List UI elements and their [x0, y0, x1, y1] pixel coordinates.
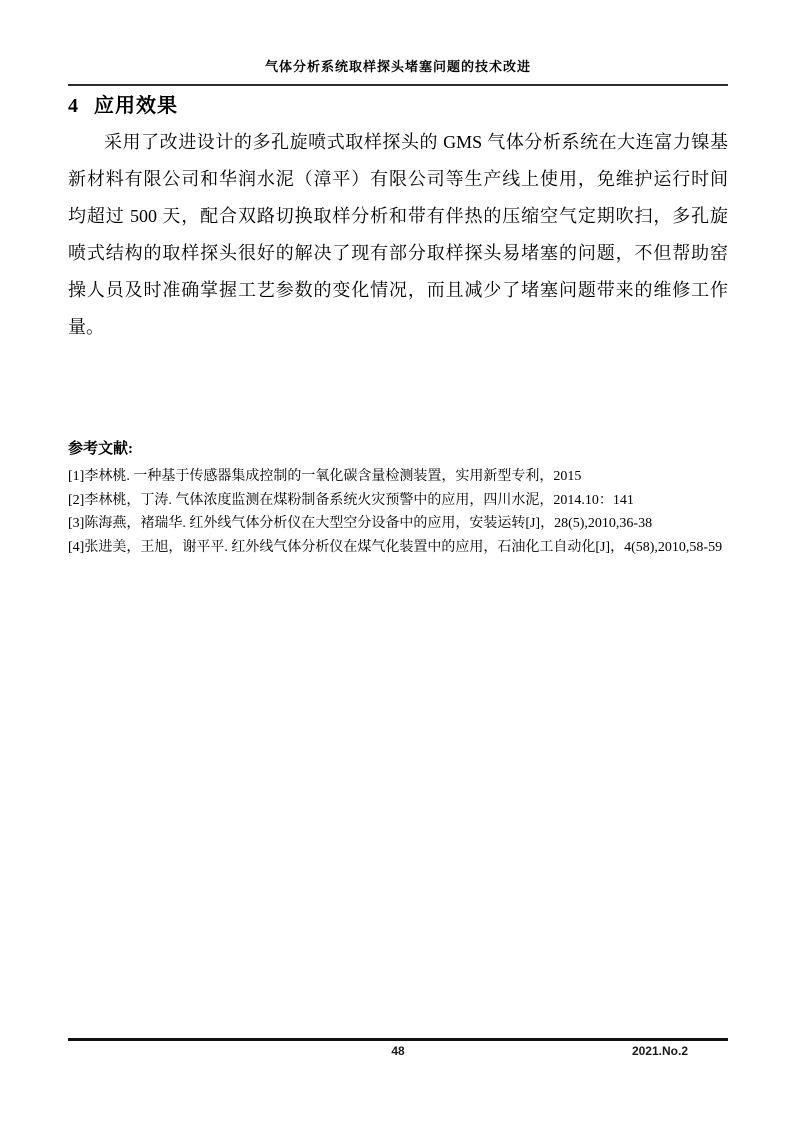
footer-issue-label: 2021.No.2: [631, 1044, 688, 1058]
body-line: 喷式结构的取样探头很好的解决了现有部分取样探头易堵塞的问题，不但帮助窑: [68, 243, 728, 263]
references-section: [68, 437, 728, 559]
reference-item: [4]张进美，王旭，谢平平. 红外线气体分析仪在煤气化装置中的应用，石油化工自动化[J]，4(58),2010,58-59: [68, 539, 723, 555]
body-line: 操人员及时准确掌握工艺参数的变化情况，而且减少了堵塞问题带来的维修工作: [68, 280, 728, 300]
section-title: 应用效果: [94, 95, 178, 117]
body-line: 均超过 500 天，配合双路切换取样分析和带有伴热的压缩空气定期吹扫，多孔旋: [68, 206, 728, 226]
body-line: 新材料有限公司和华润水泥（漳平）有限公司等生产线上使用，免维护运行时间: [68, 169, 728, 189]
footer-page-number: 48: [391, 1044, 405, 1058]
body-paragraph: [68, 124, 728, 346]
references-heading: 参考文献:: [68, 441, 133, 457]
body-line: 采用了改进设计的多孔旋喷式取样探头的 GMS 气体分析系统在大连富力镍基: [104, 132, 728, 152]
reference-item: [2]李林桃，丁涛. 气体浓度监测在煤粉制备系统火灾预警中的应用，四川水泥，2014.10：141: [68, 492, 634, 508]
body-line: 量。: [68, 317, 104, 337]
section-number: 4: [68, 95, 78, 117]
reference-item: [1]李林桃. 一种基于传感器集成控制的一氧化碳含量检测装置，实用新型专利，2015: [68, 469, 582, 484]
section-heading: [68, 89, 178, 118]
running-header-title: 气体分析系统取样探头堵塞问题的技术改进: [264, 59, 531, 74]
footer-divider-rule: [68, 1038, 728, 1041]
reference-item: [3]陈海燕，褚瑞华. 红外线气体分析仪在大型空分设备中的应用，安装运转[J]，28(5),2010,36-38: [68, 516, 653, 531]
header-divider-rule: [68, 84, 728, 86]
